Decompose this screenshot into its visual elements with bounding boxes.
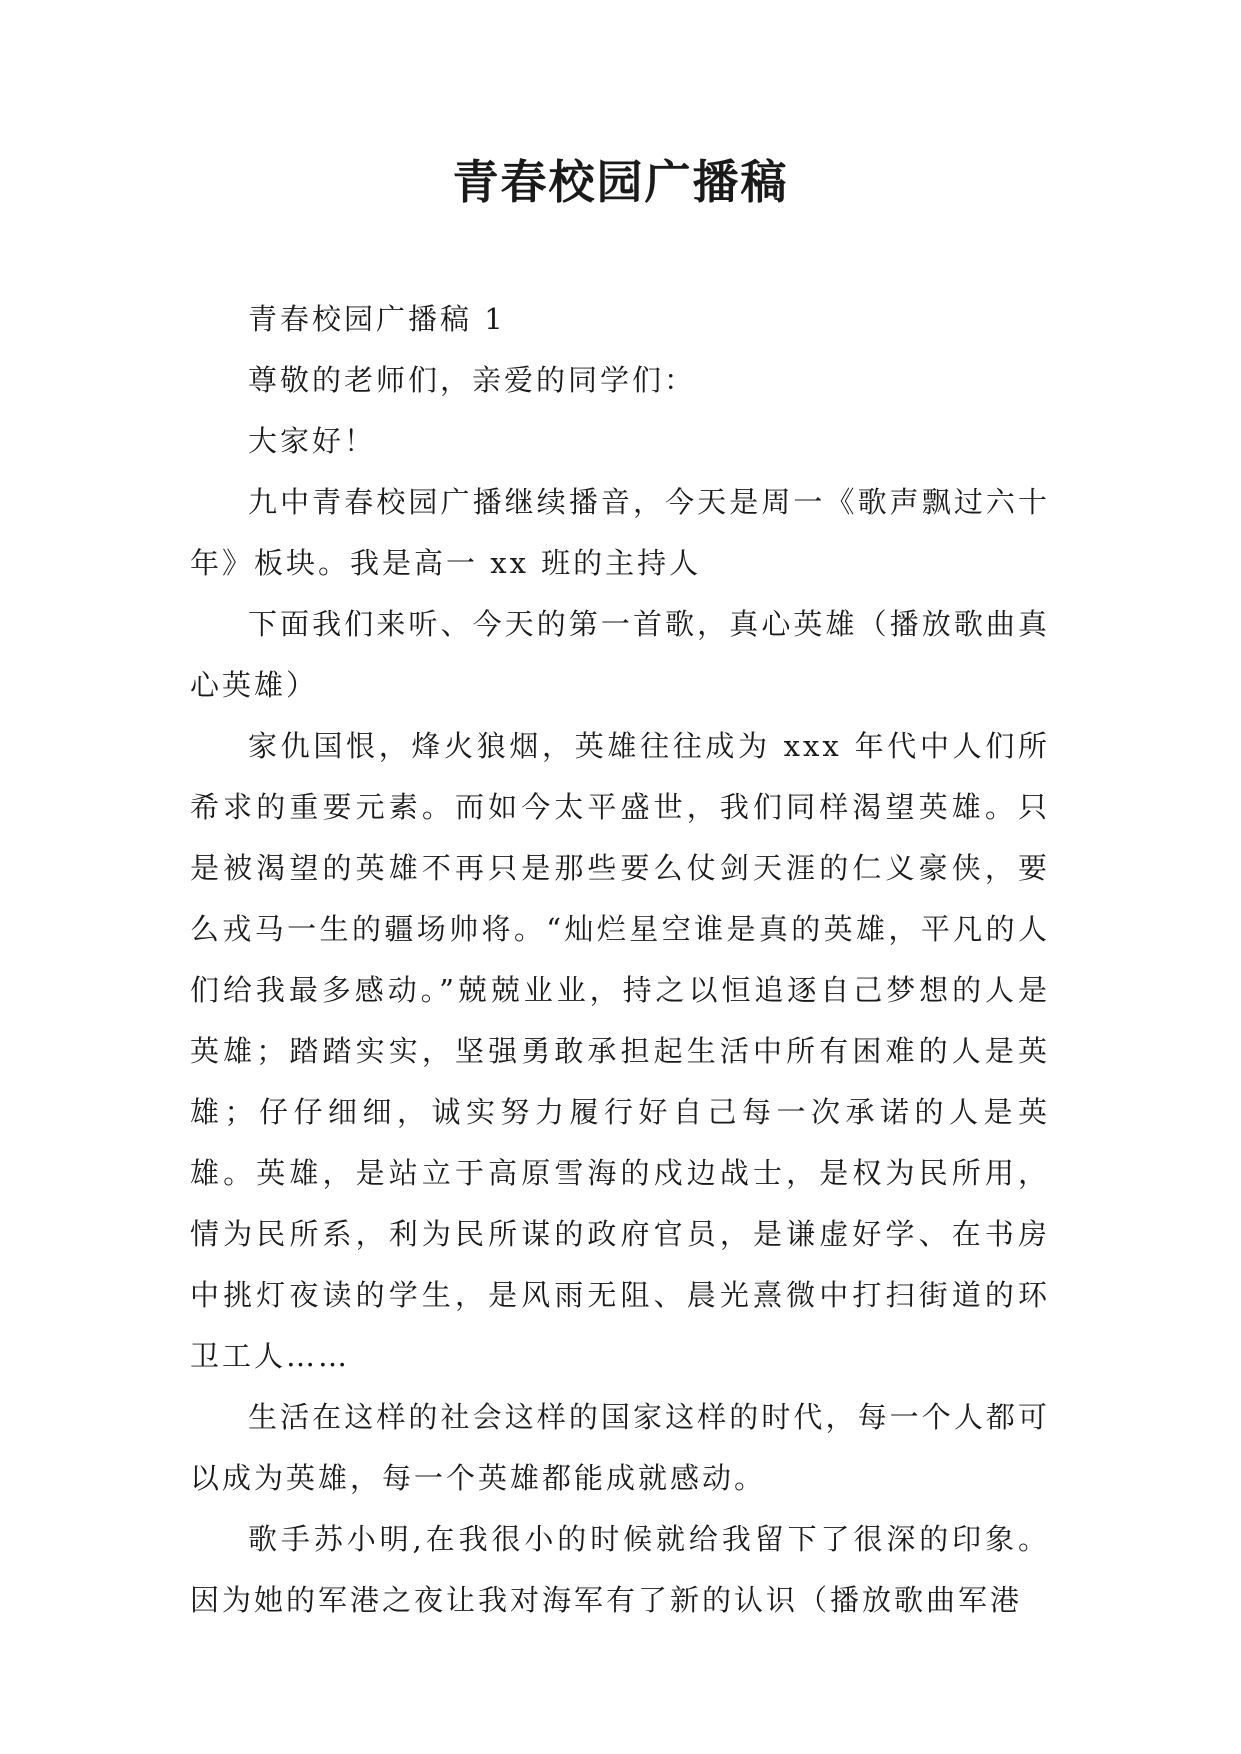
document-body xyxy=(190,289,1050,1631)
salutation: 尊敬的老师们，亲爱的同学们： xyxy=(248,363,697,397)
paragraph-first-song: 下面我们来听、今天的第一首歌，真心英雄（播放歌曲真心英雄） xyxy=(190,607,1050,702)
document-title: 青春校园广播稿 xyxy=(452,155,789,209)
paragraph-singer: 歌手苏小明,在我很小的时候就给我留下了很深的印象。因为她的军港之夜让我对海军有了新的认识（播放歌曲军港 xyxy=(190,1522,1050,1617)
paragraph-everyone-hero: 生活在这样的社会这样的国家这样的时代，每一个人都可以成为英雄，每一个英雄都能成就感动。 xyxy=(190,1400,1050,1495)
section-heading: 青春校园广播稿 1 xyxy=(248,302,506,336)
greeting: 大家好！ xyxy=(248,424,377,458)
paragraph-heroes: 家仇国恨，烽火狼烟，英雄往往成为 xxx 年代中人们所希求的重要元素。而如今太平盛世，我们同样渴望英雄。只是被渴望的英雄不再只是那些要么仗剑天涯的仁义豪侠，要么戎马一生的疆场帅将。“灿烂星空谁是真的英雄，平凡的人们给我最多感动。”兢兢业业，持之以恒追逐自己梦想的人是英雄；踏踏实实，坚强勇敢承担起生活中所有困难的人是英雄；仔仔细细，诚实努力履行好自己每一次承诺的人是英雄。英雄，是站立于高原雪海的戍边战士，是权为民所用，情为民所系，利为民所谋的政府官员，是谦虚好学、在书房中挑灯夜读的学生，是风雨无阻、晨光熹微中打扫街道的环卫工人…… xyxy=(190,729,1050,1373)
paragraph-intro: 九中青春校园广播继续播音，今天是周一《歌声飘过六十年》板块。我是高一 xx 班的主持人 xyxy=(190,485,1050,580)
